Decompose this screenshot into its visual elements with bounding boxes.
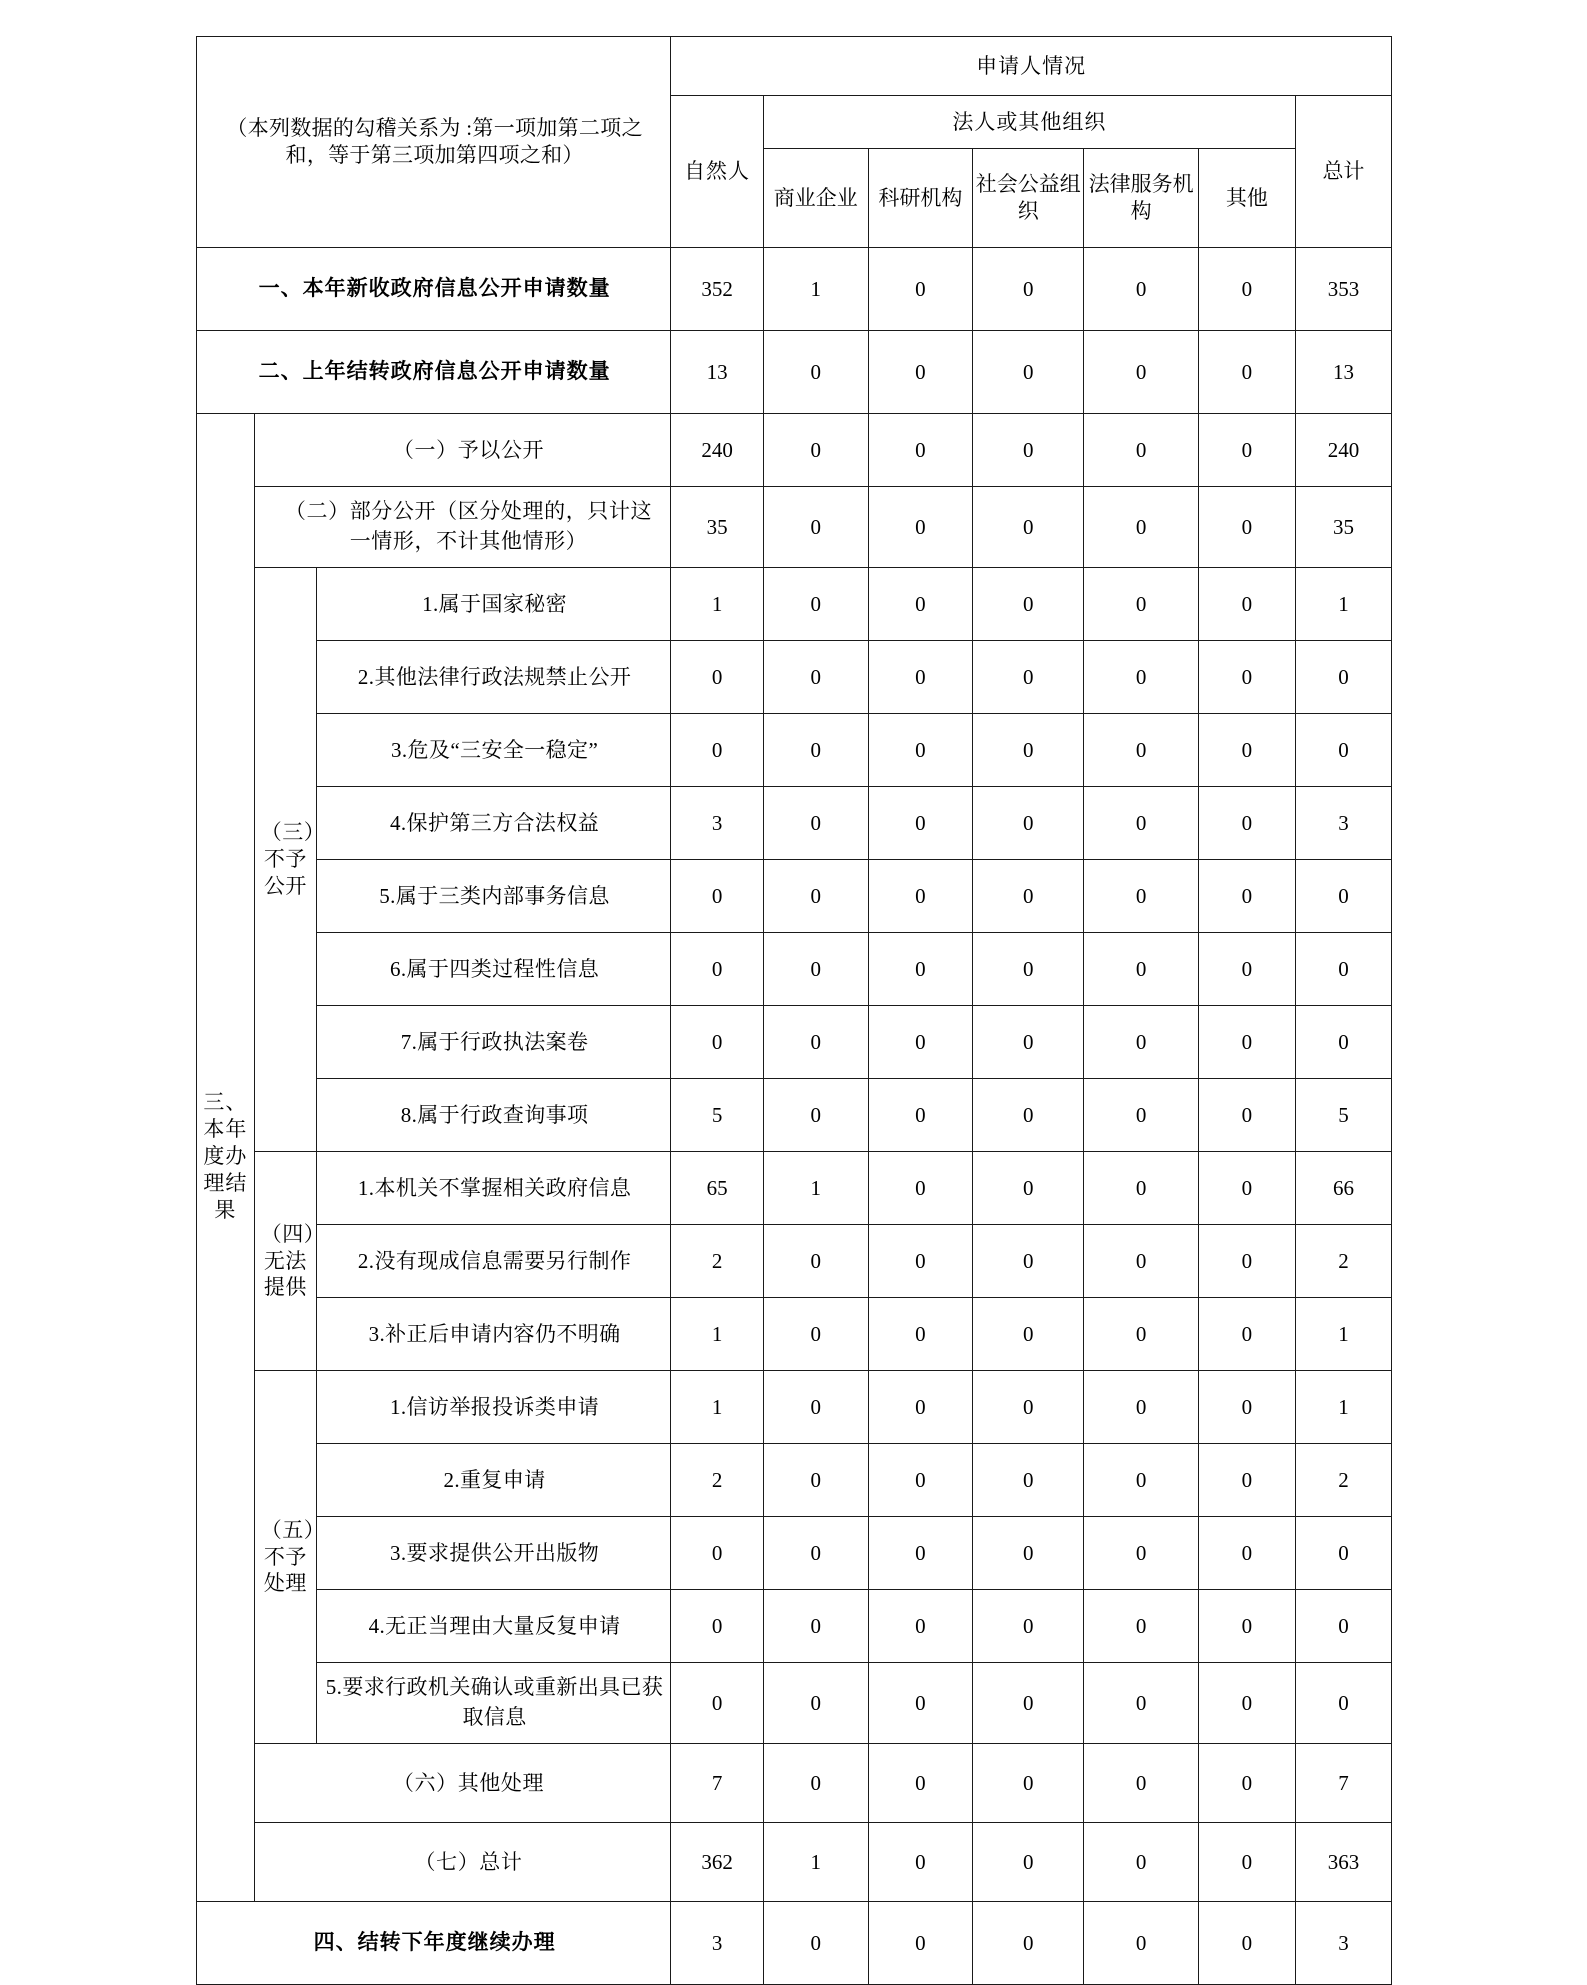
- cell-value: 0: [973, 1371, 1084, 1444]
- cell-value: 0: [1295, 933, 1391, 1006]
- cell-value: 0: [763, 1006, 868, 1079]
- cell-value: 0: [868, 641, 973, 714]
- cell-value: 0: [973, 1663, 1084, 1744]
- cell-value: 0: [1084, 1371, 1198, 1444]
- row-label-g3-item: 6.属于四类过程性信息: [316, 933, 670, 1006]
- cell-value: 3: [671, 787, 764, 860]
- cell-value: 0: [973, 1006, 1084, 1079]
- cell-value: 3: [1295, 787, 1391, 860]
- cell-value: 0: [763, 1444, 868, 1517]
- cell-value: 0: [868, 248, 973, 331]
- cell-value: 0: [1084, 248, 1198, 331]
- cell-value: 0: [973, 1225, 1084, 1298]
- cell-value: 0: [671, 641, 764, 714]
- row-label-section2: 二、上年结转政府信息公开申请数量: [197, 331, 671, 414]
- row-label-g4: （四）无法提供: [254, 1152, 316, 1371]
- row-label-g3-item: 8.属于行政查询事项: [316, 1079, 670, 1152]
- table-row: [197, 860, 1392, 933]
- cell-value: 0: [671, 1590, 764, 1663]
- cell-value: 0: [1084, 1663, 1198, 1744]
- cell-value: 0: [763, 331, 868, 414]
- table-row: [197, 248, 1392, 331]
- cell-value: 0: [973, 1079, 1084, 1152]
- cell-value: 7: [671, 1744, 764, 1823]
- row-label-g4-item: 2.没有现成信息需要另行制作: [316, 1225, 670, 1298]
- cell-value: 0: [1198, 1152, 1295, 1225]
- cell-value: 0: [1198, 641, 1295, 714]
- cell-value: 0: [671, 1517, 764, 1590]
- cell-value: 0: [763, 787, 868, 860]
- cell-value: 0: [1084, 714, 1198, 787]
- cell-value: 0: [868, 1152, 973, 1225]
- cell-value: 1: [763, 1823, 868, 1902]
- cell-value: 0: [973, 933, 1084, 1006]
- cell-value: 0: [868, 1902, 973, 1985]
- cell-value: 0: [973, 487, 1084, 568]
- cell-value: 0: [763, 714, 868, 787]
- table-row: [197, 933, 1392, 1006]
- cell-value: 352: [671, 248, 764, 331]
- cell-value: 0: [1084, 1225, 1198, 1298]
- table-row: [197, 414, 1392, 487]
- cell-value: 5: [1295, 1079, 1391, 1152]
- row-label-g3-item: 1.属于国家秘密: [316, 568, 670, 641]
- cell-value: 0: [671, 1663, 764, 1744]
- cell-value: 35: [1295, 487, 1391, 568]
- row-label-g5-item: 1.信访举报投诉类申请: [316, 1371, 670, 1444]
- cell-value: 0: [868, 414, 973, 487]
- cell-value: 0: [1295, 1006, 1391, 1079]
- row-label-g3-item: 4.保护第三方合法权益: [316, 787, 670, 860]
- table-row: [197, 641, 1392, 714]
- cell-value: 0: [763, 568, 868, 641]
- cell-value: 5: [671, 1079, 764, 1152]
- cell-value: 0: [763, 1079, 868, 1152]
- cell-value: 0: [1198, 933, 1295, 1006]
- cell-value: 2: [671, 1225, 764, 1298]
- cell-value: 0: [1198, 331, 1295, 414]
- cell-value: 0: [1295, 1663, 1391, 1744]
- row-label-section1: 一、本年新收政府信息公开申请数量: [197, 248, 671, 331]
- header-total: 总计: [1295, 96, 1391, 248]
- header-col-commercial: 商业企业: [763, 149, 868, 248]
- header-col-other: 其他: [1198, 149, 1295, 248]
- cell-value: 0: [868, 860, 973, 933]
- cell-value: 1: [1295, 1371, 1391, 1444]
- cell-value: 13: [671, 331, 764, 414]
- cell-value: 0: [973, 248, 1084, 331]
- cell-value: 0: [868, 331, 973, 414]
- cell-value: 0: [868, 1371, 973, 1444]
- cell-value: 0: [868, 1079, 973, 1152]
- cell-value: 0: [973, 1517, 1084, 1590]
- cell-value: 0: [1295, 641, 1391, 714]
- cell-value: 0: [973, 1744, 1084, 1823]
- cell-value: 0: [1084, 1298, 1198, 1371]
- cell-value: 0: [973, 641, 1084, 714]
- cell-value: 0: [763, 1744, 868, 1823]
- table-row: [197, 1902, 1392, 1985]
- row-label-g5-item: 5.要求行政机关确认或重新出具已获取信息: [316, 1663, 670, 1744]
- cell-value: 0: [763, 641, 868, 714]
- cell-value: 0: [1084, 1517, 1198, 1590]
- cell-value: 0: [1084, 1444, 1198, 1517]
- row-label-g2: （二）部分公开（区分处理的，只计这一情形，不计其他情形）: [254, 487, 670, 568]
- cell-value: 0: [868, 1298, 973, 1371]
- header-applicant-group: 申请人情况: [671, 37, 1392, 96]
- cell-value: 3: [1295, 1902, 1391, 1985]
- cell-value: 0: [973, 1823, 1084, 1902]
- cell-value: 0: [1198, 1517, 1295, 1590]
- cell-value: 2: [1295, 1444, 1391, 1517]
- checksum-note: （本列数据的勾稽关系为 :第一项加第二项之和，等于第三项加第四项之和）: [197, 37, 671, 248]
- cell-value: 0: [868, 933, 973, 1006]
- cell-value: 0: [1198, 1902, 1295, 1985]
- statistics-table: [196, 36, 1392, 1985]
- cell-value: 0: [1198, 1823, 1295, 1902]
- cell-value: 0: [868, 487, 973, 568]
- cell-value: 0: [1198, 487, 1295, 568]
- cell-value: 0: [1084, 860, 1198, 933]
- cell-value: 0: [973, 331, 1084, 414]
- cell-value: 1: [1295, 568, 1391, 641]
- row-label-g3-item: 3.危及“三安全一稳定”: [316, 714, 670, 787]
- row-label-g3: （三）不予公开: [254, 568, 316, 1152]
- cell-value: 0: [868, 1663, 973, 1744]
- table-row: [197, 1371, 1392, 1444]
- row-label-g5: （五）不予处理: [254, 1371, 316, 1744]
- cell-value: 0: [1084, 568, 1198, 641]
- cell-value: 0: [1084, 933, 1198, 1006]
- cell-value: 0: [1084, 1590, 1198, 1663]
- cell-value: 0: [973, 787, 1084, 860]
- cell-value: 0: [868, 1006, 973, 1079]
- cell-value: 363: [1295, 1823, 1391, 1902]
- table-row: [197, 1517, 1392, 1590]
- row-label-g4-item: 3.补正后申请内容仍不明确: [316, 1298, 670, 1371]
- cell-value: 3: [671, 1902, 764, 1985]
- row-label-g5-item: 3.要求提供公开出版物: [316, 1517, 670, 1590]
- cell-value: 0: [1198, 1371, 1295, 1444]
- cell-value: 13: [1295, 331, 1391, 414]
- header-col-public-welfare: 社会公益组织: [973, 149, 1084, 248]
- cell-value: 0: [1084, 787, 1198, 860]
- cell-value: 0: [1198, 1006, 1295, 1079]
- cell-value: 0: [973, 1298, 1084, 1371]
- cell-value: 0: [868, 1590, 973, 1663]
- cell-value: 0: [973, 1152, 1084, 1225]
- table-row: [197, 331, 1392, 414]
- cell-value: 0: [763, 933, 868, 1006]
- header-legal-person-group: 法人或其他组织: [763, 96, 1295, 149]
- cell-value: 0: [1295, 1517, 1391, 1590]
- cell-value: 0: [1198, 1744, 1295, 1823]
- table-row: [197, 487, 1392, 568]
- cell-value: 0: [973, 1902, 1084, 1985]
- table-row: [197, 1152, 1392, 1225]
- table-row: [197, 714, 1392, 787]
- table-row: [197, 1079, 1392, 1152]
- row-label-g5-item: 2.重复申请: [316, 1444, 670, 1517]
- cell-value: 0: [671, 933, 764, 1006]
- cell-value: 0: [868, 1225, 973, 1298]
- cell-value: 35: [671, 487, 764, 568]
- cell-value: 0: [1084, 1744, 1198, 1823]
- cell-value: 0: [868, 1517, 973, 1590]
- table-row: [197, 1663, 1392, 1744]
- cell-value: 1: [1295, 1298, 1391, 1371]
- row-label-g1: （一）予以公开: [254, 414, 670, 487]
- cell-value: 0: [763, 1590, 868, 1663]
- cell-value: 0: [1198, 248, 1295, 331]
- cell-value: 0: [671, 1006, 764, 1079]
- cell-value: 0: [1198, 1444, 1295, 1517]
- cell-value: 0: [1084, 487, 1198, 568]
- row-label-section4: 四、结转下年度继续办理: [197, 1902, 671, 1985]
- cell-value: 1: [671, 1298, 764, 1371]
- cell-value: 0: [1084, 1152, 1198, 1225]
- cell-value: 0: [973, 714, 1084, 787]
- cell-value: 0: [1084, 414, 1198, 487]
- cell-value: 2: [1295, 1225, 1391, 1298]
- table-row: [197, 1590, 1392, 1663]
- cell-value: 0: [1084, 331, 1198, 414]
- table-row: [197, 1823, 1392, 1902]
- row-label-section3: 三、本年度办理结果: [197, 414, 255, 1902]
- cell-value: 0: [868, 714, 973, 787]
- cell-value: 0: [1198, 860, 1295, 933]
- table-row: [197, 1298, 1392, 1371]
- row-label-g3-item: 7.属于行政执法案卷: [316, 1006, 670, 1079]
- row-label-g4-item: 1.本机关不掌握相关政府信息: [316, 1152, 670, 1225]
- header-col-research: 科研机构: [868, 149, 973, 248]
- table-row: [197, 1744, 1392, 1823]
- cell-value: 2: [671, 1444, 764, 1517]
- table-row: [197, 1225, 1392, 1298]
- row-label-g7: （七）总计: [254, 1823, 670, 1902]
- cell-value: 0: [1295, 714, 1391, 787]
- table-row: [197, 1006, 1392, 1079]
- cell-value: 1: [763, 1152, 868, 1225]
- cell-value: 240: [1295, 414, 1391, 487]
- cell-value: 362: [671, 1823, 764, 1902]
- cell-value: 0: [973, 1444, 1084, 1517]
- cell-value: 0: [1198, 1663, 1295, 1744]
- cell-value: 0: [763, 1517, 868, 1590]
- header-natural-person: 自然人: [671, 96, 764, 248]
- cell-value: 0: [1198, 1590, 1295, 1663]
- cell-value: 0: [671, 860, 764, 933]
- cell-value: 0: [1198, 787, 1295, 860]
- cell-value: 0: [763, 414, 868, 487]
- row-label-g5-item: 4.无正当理由大量反复申请: [316, 1590, 670, 1663]
- table-row: [197, 1444, 1392, 1517]
- cell-value: 7: [1295, 1744, 1391, 1823]
- statistics-table-container: [196, 36, 1392, 1985]
- header-row-1: [197, 37, 1392, 96]
- cell-value: 0: [868, 568, 973, 641]
- cell-value: 0: [1295, 860, 1391, 933]
- cell-value: 0: [868, 1823, 973, 1902]
- cell-value: 0: [868, 1744, 973, 1823]
- cell-value: 0: [973, 568, 1084, 641]
- cell-value: 0: [1084, 1902, 1198, 1985]
- cell-value: 240: [671, 414, 764, 487]
- cell-value: 0: [763, 1298, 868, 1371]
- cell-value: 66: [1295, 1152, 1391, 1225]
- cell-value: 0: [973, 860, 1084, 933]
- cell-value: 0: [1198, 1225, 1295, 1298]
- cell-value: 0: [763, 487, 868, 568]
- cell-value: 0: [1198, 714, 1295, 787]
- cell-value: 0: [1084, 1079, 1198, 1152]
- cell-value: 1: [763, 248, 868, 331]
- cell-value: 0: [763, 1225, 868, 1298]
- cell-value: 0: [763, 1371, 868, 1444]
- cell-value: 0: [868, 1444, 973, 1517]
- cell-value: 353: [1295, 248, 1391, 331]
- row-label-g3-item: 2.其他法律行政法规禁止公开: [316, 641, 670, 714]
- cell-value: 65: [671, 1152, 764, 1225]
- cell-value: 0: [763, 1663, 868, 1744]
- table-row: [197, 787, 1392, 860]
- row-label-g3-item: 5.属于三类内部事务信息: [316, 860, 670, 933]
- cell-value: 0: [1198, 414, 1295, 487]
- header-col-legal-service: 法律服务机构: [1084, 149, 1198, 248]
- cell-value: 0: [1198, 1079, 1295, 1152]
- cell-value: 0: [763, 860, 868, 933]
- cell-value: 0: [1084, 641, 1198, 714]
- cell-value: 0: [671, 714, 764, 787]
- cell-value: 0: [1084, 1823, 1198, 1902]
- cell-value: 0: [763, 1902, 868, 1985]
- cell-value: 0: [973, 1590, 1084, 1663]
- cell-value: 0: [1198, 1298, 1295, 1371]
- row-label-g6: （六）其他处理: [254, 1744, 670, 1823]
- cell-value: 0: [1295, 1590, 1391, 1663]
- cell-value: 0: [1084, 1006, 1198, 1079]
- cell-value: 0: [973, 414, 1084, 487]
- table-row: [197, 568, 1392, 641]
- cell-value: 0: [1198, 568, 1295, 641]
- cell-value: 0: [868, 787, 973, 860]
- cell-value: 1: [671, 568, 764, 641]
- cell-value: 1: [671, 1371, 764, 1444]
